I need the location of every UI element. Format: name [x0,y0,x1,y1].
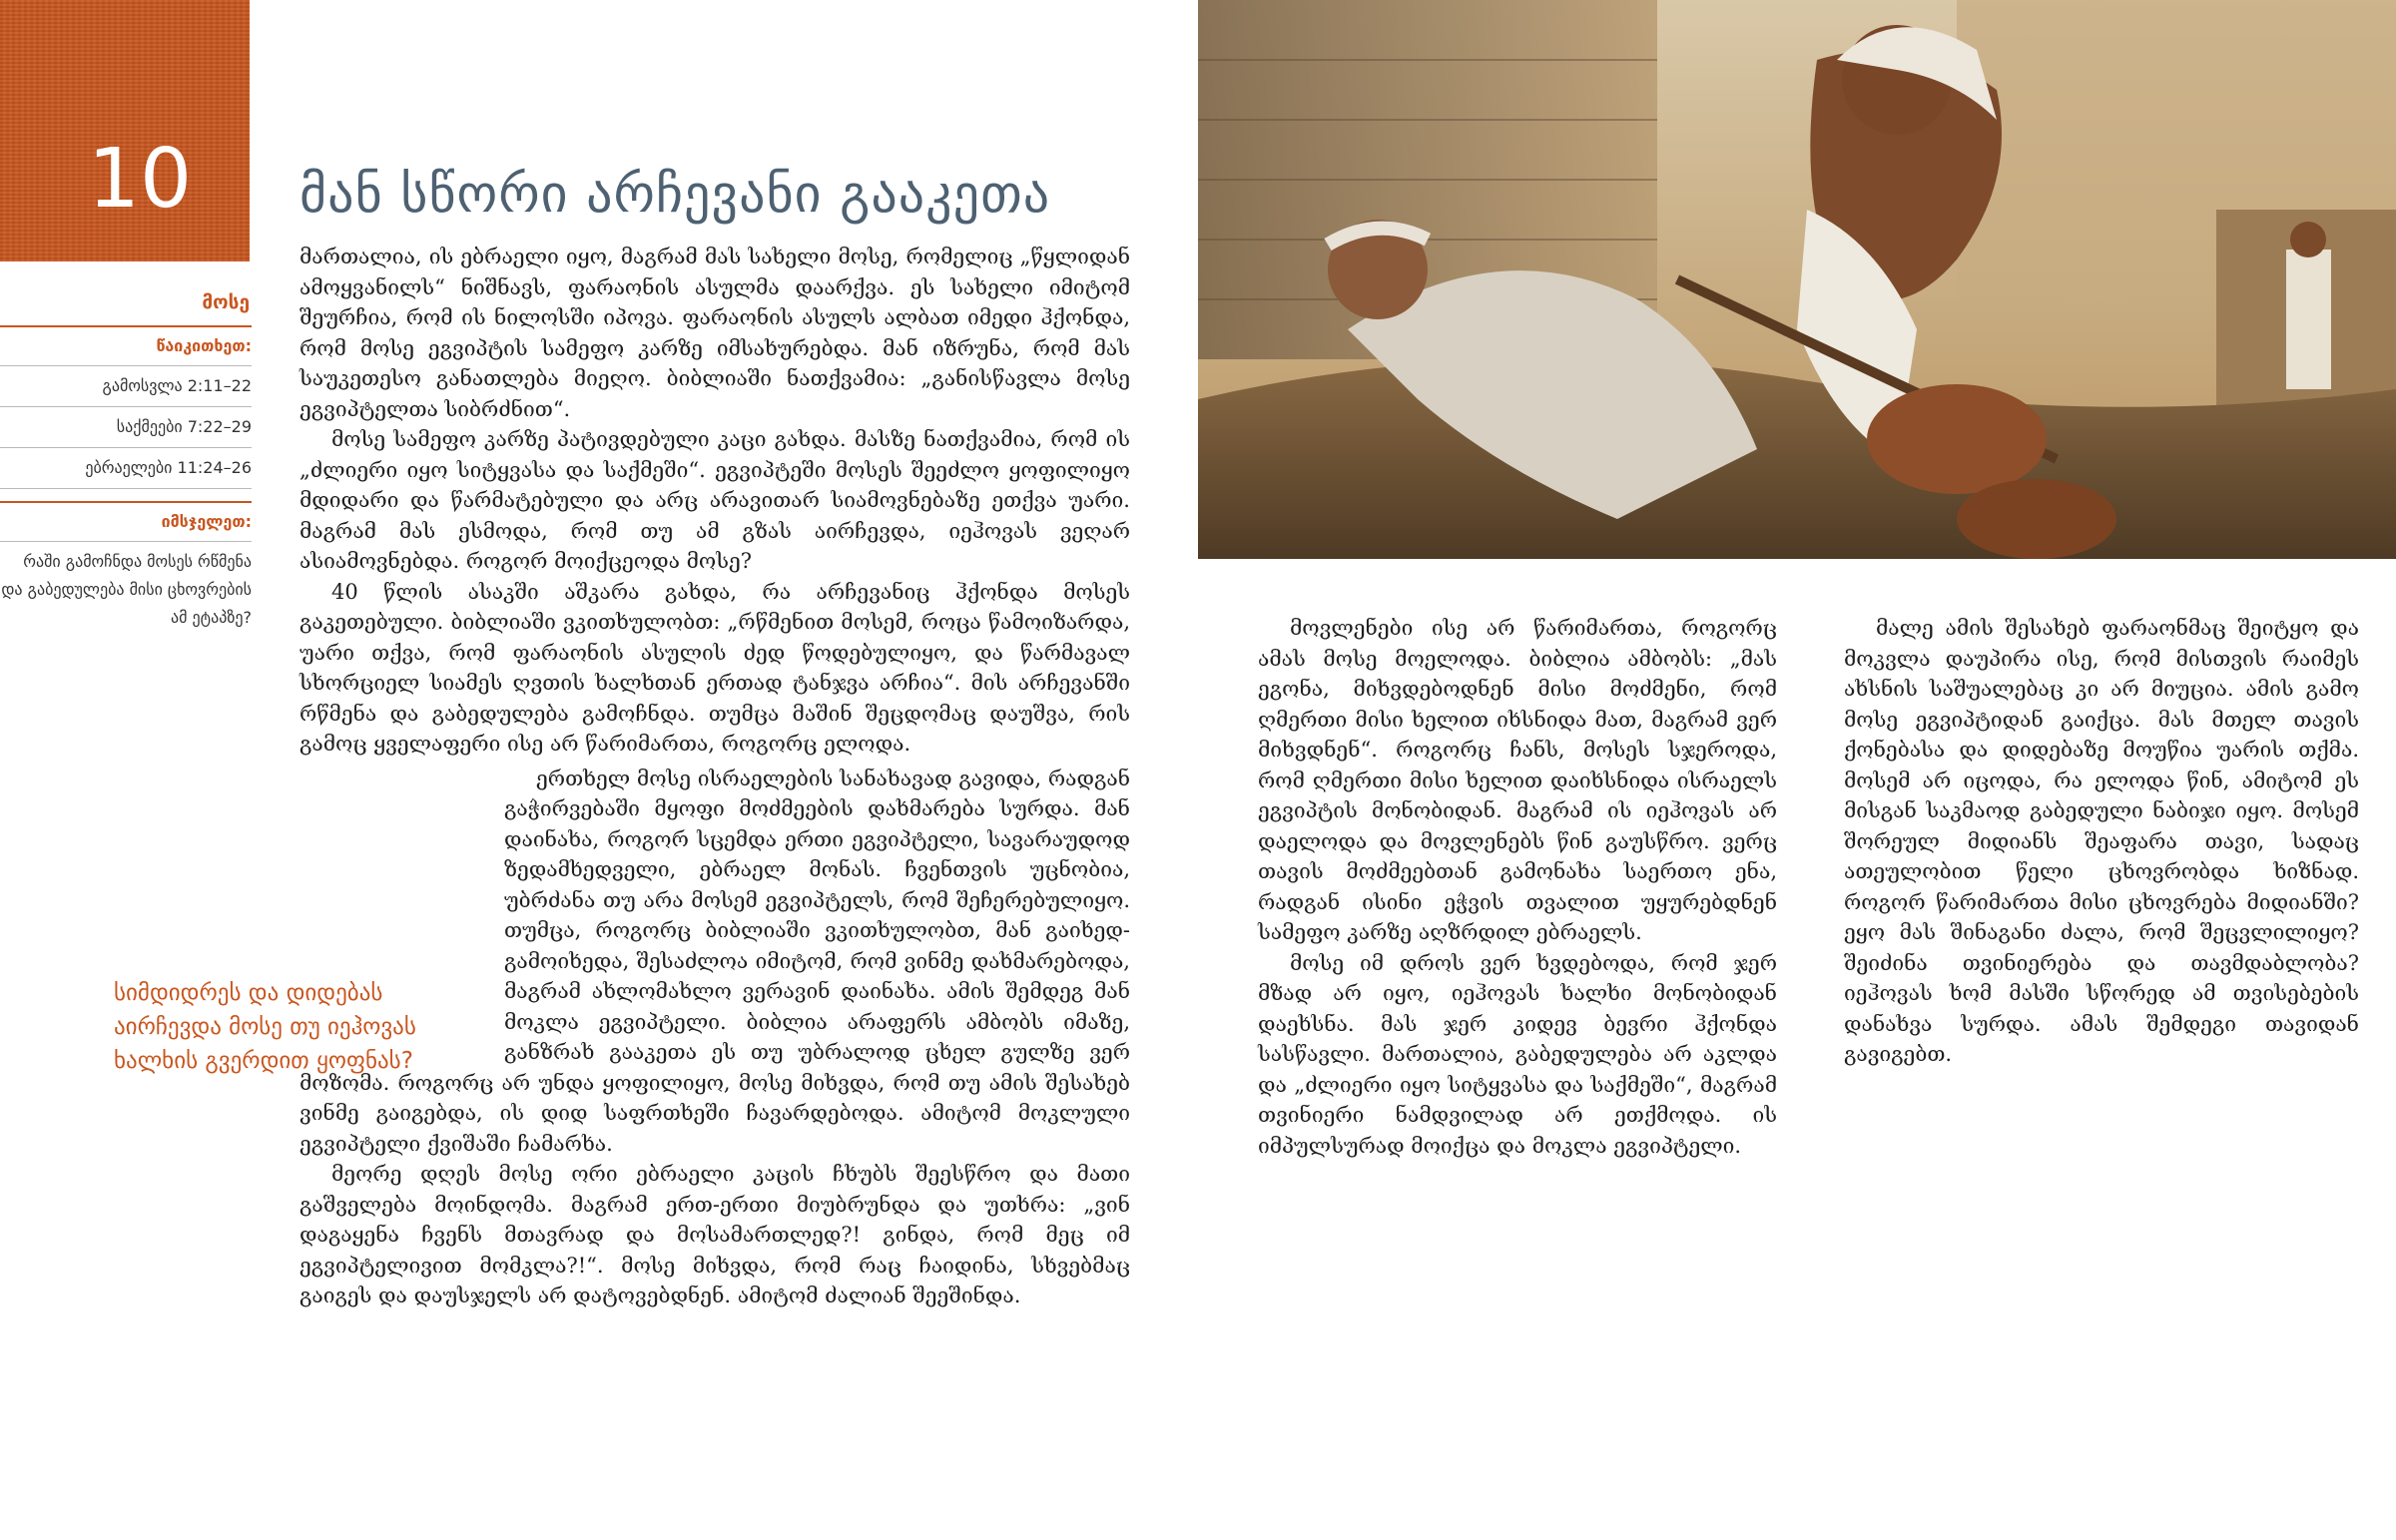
paragraph: მეორე დღეს მოსე ორი ებრაელი კაცის ჩხუბს შეესწრო და მათი გაშველება მოინდომა. მაგრამ ერთ-ერთი მიუბრუნდა და უთხრა: „ვინ დაგაყენა ჩვენს მთავრად და მოსამართლედ?! გინდა, რომ მეც იმ ეგვიპტელივით მომკლა?!“. მოსე მიხვდა, რომ რაც ჩაიდინა, სხვებმაც გაიგეს და დაუსჯელს არ დატოვებდნენ. ამიტომ ძალიან შეეშინდა. [300,1162,1130,1307]
paragraph: მოვლენები ისე არ წარიმართა, როგორც ამას მოსე მოელოდა. ბიბლია ამბობს: „მას ეგონა, მიხვდებოდნენ მისი მოძმენი, რომ ღმერთი მისი ხელით იხსნიდა მათ, მაგრამ ვერ მიხვდნენ“. როგორც ჩანს, მოსეს სჯეროდა, რომ ღმერთი მისი ხელით დაიხსნიდა ისრაელს ეგვიპტის მონობიდან. მაგრამ ის იეჰოვას არ დაელოდა და მოვლენებს წინ გაუსწრო. ვერც თავის მოძმეებთან გამონახა საერთო ენა, რადგან ისინი ეჭვის თვალით უყურებდნენ სამეფო კარზე აღზრდილ ებრაელს. [1258,616,1777,944]
pull-quote: სიმდიდრეს და დიდებას აირჩევდა მოსე თუ იეჰოვას ხალხის გვერდით ყოფნას? [114,980,416,1074]
chapter-number-block [0,0,250,261]
chapter-title: მან სწორი არჩევანი გააკეთა [300,165,1051,225]
paragraph: მოსე იმ დროს ვერ ხვდებოდა, რომ ჯერ მზად არ იყო, იეჰოვას ხალხი მონობიდან დაეხსნა. მას ჯერ კიდევ ბევრი ჰქონდა სასწავლი. მართალია, გაბედულება არ აკლდა და „ძლიერი იყო სიტყვასა და საქმეში“, მაგრამ თვინიერი ნამდვილად არ ეთქმოდა. ის იმპულსურად მოიქცა და მოკლა ეგვიპტელი. [1258,950,1777,1158]
moses-painting [1198,0,2396,559]
article-column-3 [1844,613,2359,1070]
paragraph: მალე ამის შესახებ ფარაონმაც შეიტყო და მოკვლა დაუპირა ისე, რომ მისთვის რაიმეს ახსნის საშუალებაც კი არ მიუცია. ამის გამო მოსე ეგვიპტიდან გაიქცა. მას მთელ თავის ქონებასა და დიდებაზე მოუწია უარის თქმა. მოსემ არ იცოდა, რა ელოდა წინ, ამიტომ ეს მისგან საკმაოდ გაბედული ნაბიჯი იყო. მოსემ შორეულ მიდიანს შეაფარა თავი, სადაც ათეულობით წელი ცხოვრობდა ხიზნად. როგორ წარიმართა მისი ცხოვრება მიდიანში? ეყო მას შინაგანი ძალა, რომ შეცვლილიყო? შეიძინა თვინიერება და თავმდაბლობა? იეჰოვას ხომ მასში სწორედ ამ თვისებების დანახვა სურდა. ამას შემდეგი თავიდან გავიგებთ. [1844,616,2359,1066]
sidebar-read-heading: წაიკითხეთ: [156,336,252,355]
sidebar-reference: ებრაელები 11:24–26 [0,447,252,489]
illustration [1198,0,2396,559]
paragraph-text: ერთხელ მოსე ისრაელების სანახავად გავიდა, რადგან გაჭირვებაში მყოფი მოძმეების დახმარება სურდა. მან დაინახა, როგორ სცემდა ერთი ეგვიპტელი, სავარაუდოდ ზედამხედველი, ებრაელ მონას. ჩვენთვის უცნობია, უბრძანა თუ არა მოსემ ეგვიპტელს, რომ შეჩერებულიყო. თუმცა, როგორც ბიბლიაში ვკითხულობთ, მან გაიხედ-გამოიხედა, შესაძლოა იმიტომ, რომ ვინმე დახმარებოდა, მაგრამ ახლომახლო ვერავინ დაინახა. ამის შემდეგ მან მოკლა ეგვიპტელი. ბიბლია არაფერს ამბობს იმაზე, განზრახ გააკეთა ეს თუ უბრალოდ ცხელ გულზე ვერ მოზომა. როგორც არ უნდა ყოფილიყო, მოსე მიხვდა, რომ თუ ამის შესახებ ვინმე გაიგებდა, ის დიდ საფრთხეში ჩავარდებოდა. ამიტომ მოკლული ეგვიპტელი ქვიშაში ჩამარხა. [300,766,1130,1156]
article-column-2 [1258,613,1777,1161]
sidebar-reference: გამოსვლა 2:11–22 [0,365,252,406]
article-column-1 [300,242,1130,1311]
sidebar-question: რაში გამოჩნდა მოსეს რწმენა და გაბედულება მისი ცხოვრების ამ ეტაპზე? [1,552,252,627]
sidebar-reference: საქმეები 7:22–29 [0,406,252,447]
paragraph: მოსე სამეფო კარზე პატივდებული კაცი გახდა. მასზე ნათქვამია, რომ ის „ძლიერი იყო სიტყვასა და საქმეში“. ეგვიპტეში მოსეს შეეძლო ყოფილიყო მდიდარი და წარმატებული და არც არავითარ სიამოვნებაზე ეთქვა უარი. მაგრამ მას ესმოდა, რომ თუ ამ გზას აირჩევდა, იეჰოვას ვეღარ ასიამოვნებდა. როგორ მოიქცეოდა მოსე? [300,427,1130,573]
chapter-number: 10 [87,132,193,227]
sidebar-ponder-heading: იმსჯელეთ: [0,503,252,542]
sidebar-person-name: მოსე [202,291,250,313]
paragraph [300,764,1130,1160]
sidebar [0,261,252,632]
paragraph: 40 წლის ასაკში აშკარა გახდა, რა არჩევანიც ჰქონდა მოსეს გაკეთებული. ბიბლიაში ვკითხულობთ: „რწმენით მოსემ, როცა წამოიზარდა, უარი თქვა, რომ ფარაონის ასულის ძედ წოდებულიყო, და წარმავალ სხორციელ სიამეს ღვთის ხალხთან ერთად ტანჯვა არჩია“. მის არჩევანში რწმენა და გაბედულება გამოჩნდა. თუმცა მაშინ შეცდომაც დაუშვა, რის გამოც ყველაფერი ისე არ წარიმართა, როგორც ელოდა. [300,579,1130,756]
paragraph: მართალია, ის ებრაელი იყო, მაგრამ მას სახელი მოსე, რომელიც „წყლიდან ამოყვანილს“ ნიშნავს, ფარაონის ასულმა დაარქვა. ეს სახელი იმიტომ შეურჩია, რომ ის ნილოსში იპოვა. ფარაონის ასულს ალბათ იმედი ჰქონდა, რომ მოსე ეგვიპტის სამეფო კარზე იმსახურებდა. მან იზრუნა, რომ მას საუკეთესო განათლება მიეღო. ბიბლიაში ნათქვამია: „განისწავლა მოსე ეგვიპტელთა სიბრძნით“. [300,245,1130,421]
